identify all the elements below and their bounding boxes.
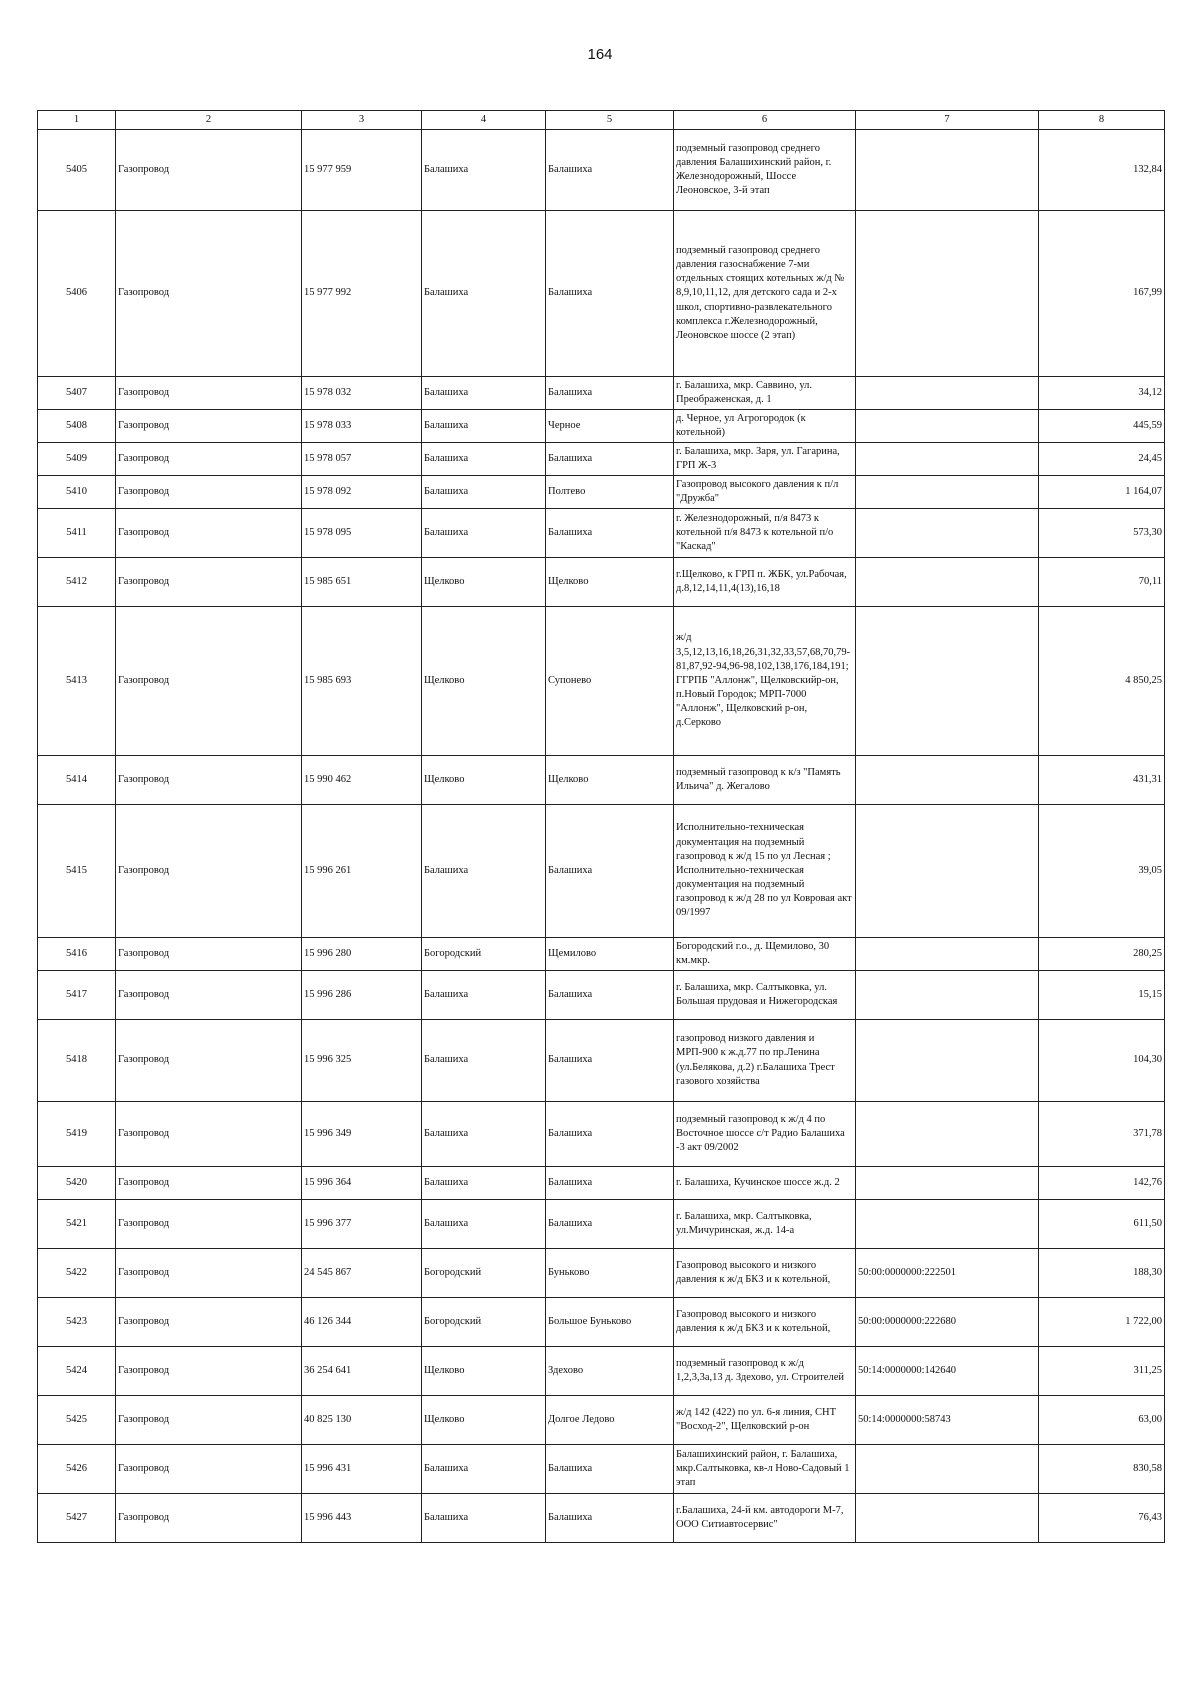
cadastral-number-cell bbox=[856, 756, 1039, 805]
locality-cell: Большое Буньково bbox=[546, 1298, 674, 1347]
description-cell: ж/д 142 (422) по ул. 6-я линия, СНТ "Восход-2", Щелковский р-он bbox=[674, 1396, 856, 1445]
inventory-code-cell: 15 996 349 bbox=[302, 1102, 422, 1167]
cadastral-number-cell bbox=[856, 558, 1039, 607]
locality-cell: Щемилово bbox=[546, 938, 674, 971]
cadastral-number-cell bbox=[856, 377, 1039, 410]
object-name-cell: Газопровод bbox=[116, 1167, 302, 1200]
length-value-cell: 311,25 bbox=[1039, 1347, 1165, 1396]
object-name-cell: Газопровод bbox=[116, 443, 302, 476]
row-number-cell: 5420 bbox=[38, 1167, 116, 1200]
description-cell: подземный газопровод к к/з "Память Ильича" д. Жегалово bbox=[674, 756, 856, 805]
cadastral-number-cell: 50:14:0000000:142640 bbox=[856, 1347, 1039, 1396]
inventory-code-cell: 15 977 959 bbox=[302, 130, 422, 211]
inventory-code-cell: 15 978 057 bbox=[302, 443, 422, 476]
row-number-cell: 5412 bbox=[38, 558, 116, 607]
district-cell: Балашиха bbox=[422, 377, 546, 410]
row-number-cell: 5417 bbox=[38, 971, 116, 1020]
description-cell: Газопровод высокого давления к п/л "Дружба" bbox=[674, 476, 856, 509]
table-row bbox=[38, 509, 1165, 558]
district-cell: Богородский bbox=[422, 1298, 546, 1347]
row-number-cell: 5422 bbox=[38, 1249, 116, 1298]
locality-cell: Балашиха bbox=[546, 1020, 674, 1102]
cadastral-number-cell bbox=[856, 1494, 1039, 1543]
length-value-cell: 431,31 bbox=[1039, 756, 1165, 805]
row-number-cell: 5413 bbox=[38, 607, 116, 756]
page-number: 164 bbox=[587, 46, 613, 63]
table-row bbox=[38, 1167, 1165, 1200]
column-header: 2 bbox=[116, 111, 302, 130]
object-name-cell: Газопровод bbox=[116, 558, 302, 607]
object-name-cell: Газопровод bbox=[116, 1102, 302, 1167]
object-name-cell: Газопровод bbox=[116, 1445, 302, 1494]
description-cell: г.Балашиха, 24-й км. автодороги М-7, ООО Ситиавтосервис" bbox=[674, 1494, 856, 1543]
description-cell: газопровод низкого давления и МРП-900 к ж.д.77 по пр.Ленина (ул.Белякова, д.2) г.Балашиха Трест газового хозяйства bbox=[674, 1020, 856, 1102]
object-name-cell: Газопровод bbox=[116, 1200, 302, 1249]
row-number-cell: 5418 bbox=[38, 1020, 116, 1102]
inventory-code-cell: 15 996 443 bbox=[302, 1494, 422, 1543]
cadastral-number-cell bbox=[856, 1020, 1039, 1102]
object-name-cell: Газопровод bbox=[116, 1494, 302, 1543]
district-cell: Щелково bbox=[422, 1347, 546, 1396]
row-number-cell: 5407 bbox=[38, 377, 116, 410]
length-value-cell: 1 164,07 bbox=[1039, 476, 1165, 509]
inventory-code-cell: 15 977 992 bbox=[302, 211, 422, 377]
district-cell: Балашиха bbox=[422, 1445, 546, 1494]
length-value-cell: 167,99 bbox=[1039, 211, 1165, 377]
cadastral-number-cell bbox=[856, 1445, 1039, 1494]
description-cell: Балашихинский район, г. Балашиха, мкр.Салтыковка, кв-л Ново-Садовый 1 этап bbox=[674, 1445, 856, 1494]
length-value-cell: 15,15 bbox=[1039, 971, 1165, 1020]
description-cell: подземный газопровод среднего давления газоснабжение 7-ми отдельных стоящих котельных ж/д № 8,9,10,11,12, для детского сада и 2-х школ, спортивно-развлекательного комплекса г.Железнодорожный, Леоновское шоссе (2 этап) bbox=[674, 211, 856, 377]
object-name-cell: Газопровод bbox=[116, 509, 302, 558]
length-value-cell: 445,59 bbox=[1039, 410, 1165, 443]
description-cell: Газопровод высокого и низкого давления к ж/д БКЗ и к котельной, bbox=[674, 1249, 856, 1298]
length-value-cell: 611,50 bbox=[1039, 1200, 1165, 1249]
row-number-cell: 5421 bbox=[38, 1200, 116, 1249]
object-name-cell: Газопровод bbox=[116, 805, 302, 938]
locality-cell: Балашиха bbox=[546, 1167, 674, 1200]
locality-cell: Балашиха bbox=[546, 377, 674, 410]
locality-cell: Балашиха bbox=[546, 805, 674, 938]
inventory-code-cell: 15 990 462 bbox=[302, 756, 422, 805]
locality-cell: Балашиха bbox=[546, 1494, 674, 1543]
district-cell: Балашиха bbox=[422, 211, 546, 377]
locality-cell: Балашиха bbox=[546, 1200, 674, 1249]
inventory-code-cell: 15 996 261 bbox=[302, 805, 422, 938]
table-row bbox=[38, 1396, 1165, 1445]
length-value-cell: 142,76 bbox=[1039, 1167, 1165, 1200]
description-cell: Богородский г.о., д. Щемилово, 30 км.мкр. bbox=[674, 938, 856, 971]
cadastral-number-cell bbox=[856, 971, 1039, 1020]
cadastral-number-cell bbox=[856, 476, 1039, 509]
cadastral-number-cell bbox=[856, 410, 1039, 443]
district-cell: Балашиха bbox=[422, 509, 546, 558]
description-cell: г. Балашиха, мкр. Саввино, ул. Преображенская, д. 1 bbox=[674, 377, 856, 410]
row-number-cell: 5424 bbox=[38, 1347, 116, 1396]
locality-cell: Щелково bbox=[546, 756, 674, 805]
cadastral-number-cell bbox=[856, 443, 1039, 476]
length-value-cell: 1 722,00 bbox=[1039, 1298, 1165, 1347]
column-header: 4 bbox=[422, 111, 546, 130]
row-number-cell: 5423 bbox=[38, 1298, 116, 1347]
district-cell: Балашиха bbox=[422, 1102, 546, 1167]
cadastral-number-cell: 50:00:0000000:222501 bbox=[856, 1249, 1039, 1298]
length-value-cell: 76,43 bbox=[1039, 1494, 1165, 1543]
row-number-cell: 5425 bbox=[38, 1396, 116, 1445]
cadastral-number-cell: 50:14:0000000:58743 bbox=[856, 1396, 1039, 1445]
district-cell: Балашиха bbox=[422, 410, 546, 443]
object-name-cell: Газопровод bbox=[116, 476, 302, 509]
object-name-cell: Газопровод bbox=[116, 1347, 302, 1396]
row-number-cell: 5405 bbox=[38, 130, 116, 211]
description-cell: г. Балашиха, мкр. Салтыковка, ул. Большая прудовая и Нижегородская bbox=[674, 971, 856, 1020]
locality-cell: Супонево bbox=[546, 607, 674, 756]
locality-cell: Буньково bbox=[546, 1249, 674, 1298]
object-name-cell: Газопровод bbox=[116, 971, 302, 1020]
length-value-cell: 132,84 bbox=[1039, 130, 1165, 211]
table-row bbox=[38, 377, 1165, 410]
locality-cell: Полтево bbox=[546, 476, 674, 509]
description-cell: г. Балашиха, Кучинское шоссе ж.д. 2 bbox=[674, 1167, 856, 1200]
description-cell: г. Балашиха, мкр. Салтыковка, ул.Мичуринская, ж.д. 14-а bbox=[674, 1200, 856, 1249]
inventory-code-cell: 15 985 651 bbox=[302, 558, 422, 607]
district-cell: Щелково bbox=[422, 756, 546, 805]
district-cell: Щелково bbox=[422, 1396, 546, 1445]
district-cell: Богородский bbox=[422, 1249, 546, 1298]
district-cell: Балашиха bbox=[422, 1167, 546, 1200]
table-body bbox=[38, 130, 1165, 1543]
district-cell: Балашиха bbox=[422, 476, 546, 509]
object-name-cell: Газопровод bbox=[116, 607, 302, 756]
district-cell: Балашиха bbox=[422, 130, 546, 211]
length-value-cell: 4 850,25 bbox=[1039, 607, 1165, 756]
table-row bbox=[38, 1347, 1165, 1396]
table-row bbox=[38, 938, 1165, 971]
description-cell: Исполнительно-техническая документация на подземный газопровод к ж/д 15 по ул Лесная ; Исполнительно-техническая документация на подземный газопровод к ж/д 28 по ул Ковровая акт 09/1997 bbox=[674, 805, 856, 938]
table-row bbox=[38, 971, 1165, 1020]
inventory-code-cell: 15 985 693 bbox=[302, 607, 422, 756]
table-row bbox=[38, 443, 1165, 476]
row-number-cell: 5409 bbox=[38, 443, 116, 476]
row-number-cell: 5416 bbox=[38, 938, 116, 971]
cadastral-number-cell bbox=[856, 1200, 1039, 1249]
district-cell: Балашиха bbox=[422, 443, 546, 476]
row-number-cell: 5411 bbox=[38, 509, 116, 558]
inventory-code-cell: 36 254 641 bbox=[302, 1347, 422, 1396]
table-row bbox=[38, 607, 1165, 756]
locality-cell: Балашиха bbox=[546, 130, 674, 211]
table-row bbox=[38, 756, 1165, 805]
inventory-code-cell: 15 996 325 bbox=[302, 1020, 422, 1102]
row-number-cell: 5427 bbox=[38, 1494, 116, 1543]
inventory-code-cell: 15 978 032 bbox=[302, 377, 422, 410]
row-number-cell: 5408 bbox=[38, 410, 116, 443]
description-cell: г.Щелково, к ГРП п. ЖБК, ул.Рабочая, д.8,12,14,11,4(13),16,18 bbox=[674, 558, 856, 607]
locality-cell: Балашиха bbox=[546, 443, 674, 476]
district-cell: Балашиха bbox=[422, 1494, 546, 1543]
locality-cell: Балашиха bbox=[546, 1102, 674, 1167]
cadastral-number-cell bbox=[856, 607, 1039, 756]
table-row bbox=[38, 211, 1165, 377]
length-value-cell: 70,11 bbox=[1039, 558, 1165, 607]
district-cell: Богородский bbox=[422, 938, 546, 971]
length-value-cell: 34,12 bbox=[1039, 377, 1165, 410]
table-row bbox=[38, 1200, 1165, 1249]
cadastral-number-cell bbox=[856, 805, 1039, 938]
inventory-code-cell: 24 545 867 bbox=[302, 1249, 422, 1298]
locality-cell: Балашиха bbox=[546, 971, 674, 1020]
table-row bbox=[38, 1102, 1165, 1167]
length-value-cell: 188,30 bbox=[1039, 1249, 1165, 1298]
cadastral-number-cell bbox=[856, 130, 1039, 211]
length-value-cell: 830,58 bbox=[1039, 1445, 1165, 1494]
district-cell: Балашиха bbox=[422, 805, 546, 938]
registry-table bbox=[37, 110, 1165, 1543]
object-name-cell: Газопровод bbox=[116, 1020, 302, 1102]
length-value-cell: 24,45 bbox=[1039, 443, 1165, 476]
inventory-code-cell: 15 996 280 bbox=[302, 938, 422, 971]
cadastral-number-cell bbox=[856, 509, 1039, 558]
table-row bbox=[38, 1445, 1165, 1494]
length-value-cell: 104,30 bbox=[1039, 1020, 1165, 1102]
table-row bbox=[38, 1249, 1165, 1298]
inventory-code-cell: 15 996 377 bbox=[302, 1200, 422, 1249]
row-number-cell: 5414 bbox=[38, 756, 116, 805]
description-cell: ж/д 3,5,12,13,16,18,26,31,32,33,57,68,70,79-81,87,92-94,96-98,102,138,176,184,191; ГГРПБ "Аллонж", Щелковскийр-он, п.Новый Городок; МРП-7000 "Аллонж", Щелковский р-он, д.Серково bbox=[674, 607, 856, 756]
locality-cell: Здехово bbox=[546, 1347, 674, 1396]
cadastral-number-cell: 50:00:0000000:222680 bbox=[856, 1298, 1039, 1347]
row-number-cell: 5410 bbox=[38, 476, 116, 509]
description-cell: подземный газопровод среднего давления Балашихинский район, г. Железнодорожный, Шоссе Леоновское, 3-й этап bbox=[674, 130, 856, 211]
row-number-cell: 5406 bbox=[38, 211, 116, 377]
description-cell: д. Черное, ул Агрогородок (к котельной) bbox=[674, 410, 856, 443]
description-cell: подземный газопровод к ж/д 1,2,3,3а,13 д. Здехово, ул. Строителей bbox=[674, 1347, 856, 1396]
cadastral-number-cell bbox=[856, 211, 1039, 377]
length-value-cell: 573,30 bbox=[1039, 509, 1165, 558]
length-value-cell: 371,78 bbox=[1039, 1102, 1165, 1167]
object-name-cell: Газопровод bbox=[116, 1249, 302, 1298]
table-row bbox=[38, 1020, 1165, 1102]
district-cell: Балашиха bbox=[422, 1200, 546, 1249]
header-row bbox=[38, 111, 1165, 130]
inventory-code-cell: 15 996 286 bbox=[302, 971, 422, 1020]
locality-cell: Балашиха bbox=[546, 509, 674, 558]
length-value-cell: 280,25 bbox=[1039, 938, 1165, 971]
object-name-cell: Газопровод bbox=[116, 410, 302, 443]
inventory-code-cell: 15 978 092 bbox=[302, 476, 422, 509]
district-cell: Балашиха bbox=[422, 971, 546, 1020]
row-number-cell: 5419 bbox=[38, 1102, 116, 1167]
row-number-cell: 5415 bbox=[38, 805, 116, 938]
description-cell: г. Железнодорожный, п/я 8473 к котельной п/я 8473 к котельной п/о "Каскад" bbox=[674, 509, 856, 558]
length-value-cell: 63,00 bbox=[1039, 1396, 1165, 1445]
locality-cell: Балашиха bbox=[546, 1445, 674, 1494]
inventory-code-cell: 40 825 130 bbox=[302, 1396, 422, 1445]
cadastral-number-cell bbox=[856, 1167, 1039, 1200]
inventory-code-cell: 46 126 344 bbox=[302, 1298, 422, 1347]
column-header: 7 bbox=[856, 111, 1039, 130]
district-cell: Балашиха bbox=[422, 1020, 546, 1102]
object-name-cell: Газопровод bbox=[116, 938, 302, 971]
column-header: 6 bbox=[674, 111, 856, 130]
district-cell: Щелково bbox=[422, 607, 546, 756]
table-row bbox=[38, 1298, 1165, 1347]
object-name-cell: Газопровод bbox=[116, 377, 302, 410]
locality-cell: Балашиха bbox=[546, 211, 674, 377]
object-name-cell: Газопровод bbox=[116, 1298, 302, 1347]
locality-cell: Щелково bbox=[546, 558, 674, 607]
table-row bbox=[38, 558, 1165, 607]
inventory-code-cell: 15 978 033 bbox=[302, 410, 422, 443]
object-name-cell: Газопровод bbox=[116, 211, 302, 377]
district-cell: Щелково bbox=[422, 558, 546, 607]
length-value-cell: 39,05 bbox=[1039, 805, 1165, 938]
table-row bbox=[38, 476, 1165, 509]
column-header: 8 bbox=[1039, 111, 1165, 130]
locality-cell: Черное bbox=[546, 410, 674, 443]
cadastral-number-cell bbox=[856, 938, 1039, 971]
object-name-cell: Газопровод bbox=[116, 756, 302, 805]
column-header: 1 bbox=[38, 111, 116, 130]
table-row bbox=[38, 410, 1165, 443]
table-row bbox=[38, 130, 1165, 211]
column-header: 5 bbox=[546, 111, 674, 130]
cadastral-number-cell bbox=[856, 1102, 1039, 1167]
table-row bbox=[38, 1494, 1165, 1543]
locality-cell: Долгое Ледово bbox=[546, 1396, 674, 1445]
description-cell: г. Балашиха, мкр. Заря, ул. Гагарина, ГРП Ж-3 bbox=[674, 443, 856, 476]
object-name-cell: Газопровод bbox=[116, 1396, 302, 1445]
table-row bbox=[38, 805, 1165, 938]
row-number-cell: 5426 bbox=[38, 1445, 116, 1494]
inventory-code-cell: 15 996 431 bbox=[302, 1445, 422, 1494]
description-cell: подземный газопровод к ж/д 4 по Восточное шоссе с/т Радио Балашиха -3 акт 09/2002 bbox=[674, 1102, 856, 1167]
inventory-code-cell: 15 996 364 bbox=[302, 1167, 422, 1200]
inventory-code-cell: 15 978 095 bbox=[302, 509, 422, 558]
description-cell: Газопровод высокого и низкого давления к ж/д БКЗ и к котельной, bbox=[674, 1298, 856, 1347]
object-name-cell: Газопровод bbox=[116, 130, 302, 211]
column-header: 3 bbox=[302, 111, 422, 130]
